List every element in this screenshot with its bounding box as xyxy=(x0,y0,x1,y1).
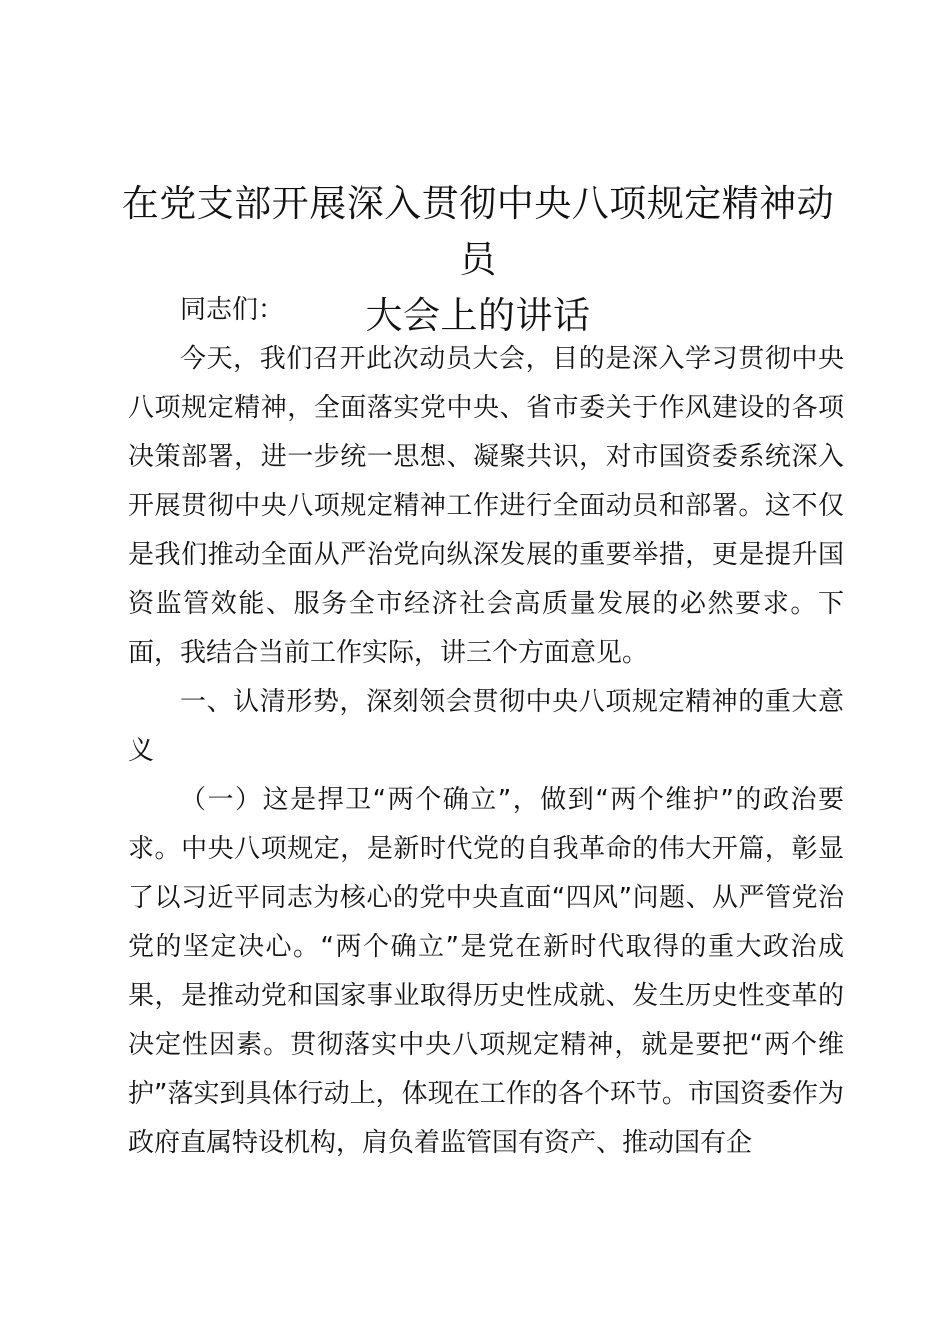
paragraph-section-1-1: （一）这是捍卫“两个确立”，做到“两个维护”的政治要求。中央八项规定，是新时代党的自我革命的伟大开篇，彰显了以习近平同志为核心的党中央直面“四风”问题、从严管党治党的坚定决心。“两个确立”是党在新时代取得的重大政治成果，是推动党和国家事业取得历史性成就、发生历史性变革的决定性因素。贯彻落实中央八项规定精神，就是要把“两个维护”落实到具体行动上，体现在工作的各个环节。市国资委作为政府直属特设机构，肩负着监管国有资产、推动国有企 xyxy=(128,785,844,1158)
paragraph-intro: 今天，我们召开此次动员大会，目的是深入学习贯彻中央八项规定精神，全面落实党中央、省市委关于作风建设的各项决策部署，进一步统一思想、凝聚共识，对市国资委系统深入开展贯彻中央八项规定精神工作进行全面动员和部署。这不仅是我们推动全面从严治党向纵深发展的重要举措，更是提升国资监管效能、服务全市经济社会高质量发展的必然要求。下面，我结合当前工作实际，讲三个方面意见。 xyxy=(128,344,844,668)
title-line-1: 在党支部开展深入贯彻中央八项规定精神动员 xyxy=(121,182,835,281)
salutation: 同志们： xyxy=(180,295,285,325)
document-body xyxy=(128,286,844,1168)
title-line-2: 大会上的讲话 xyxy=(365,294,591,337)
section-heading-1: 一、认清形势，深刻领会贯彻中央八项规定精神的重大意义 xyxy=(128,687,844,766)
